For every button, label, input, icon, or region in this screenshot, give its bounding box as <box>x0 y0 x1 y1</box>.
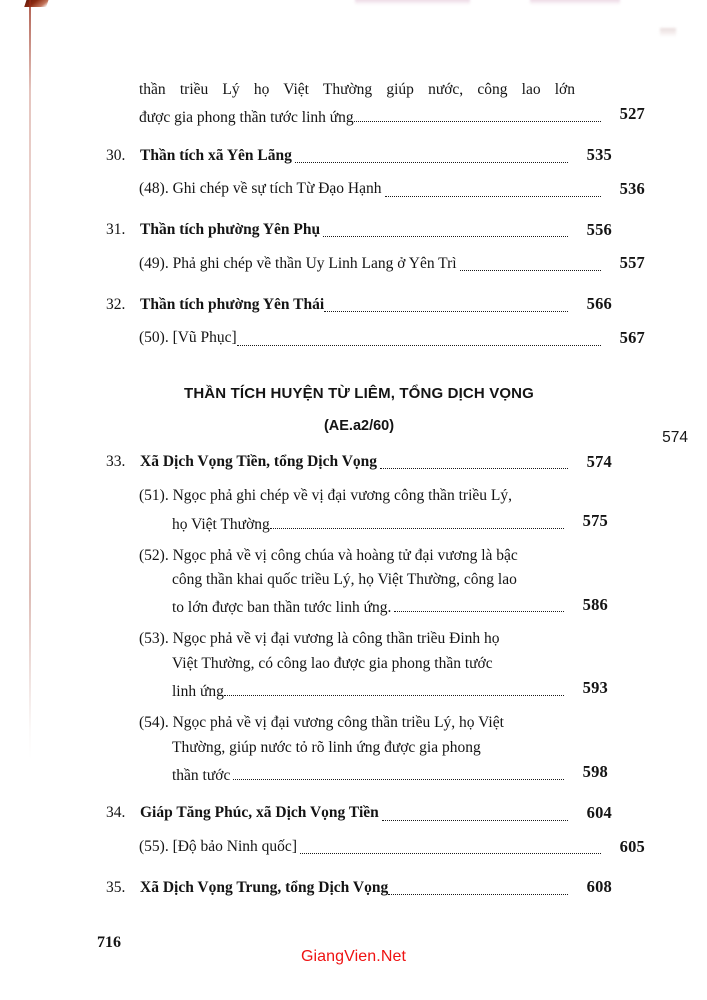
dot-leader <box>354 121 601 122</box>
toc-entry-35[interactable] <box>106 875 612 900</box>
page-folio-number: 716 <box>97 934 121 951</box>
toc-subentry-54[interactable] <box>139 711 608 785</box>
toc-subentry-52-line-2: công thần khai quốc triều Lý, họ Việt Thường, công lao <box>172 571 517 589</box>
toc-subentry-49-page: 557 <box>619 253 645 273</box>
continued-entry-line-2-row <box>139 102 645 127</box>
toc-entry-32[interactable] <box>106 292 612 317</box>
toc-subentry-55-page: 605 <box>619 836 645 856</box>
toc-entry-30[interactable] <box>106 143 612 168</box>
toc-subentry-49-label: (49). Phả ghi chép về thần Uy Linh Lang ở Yên Trì <box>139 254 457 272</box>
toc-entry-31[interactable] <box>106 218 612 243</box>
toc-entry-34-page: 604 <box>586 802 612 822</box>
dot-leader <box>380 468 568 469</box>
toc-entry-34-title: Giáp Tăng Phúc, xã Dịch Vọng Tiền <box>140 804 379 822</box>
dot-leader <box>323 236 568 237</box>
toc-subentry-54-last-line: thần tước <box>172 766 231 784</box>
toc-subentry-52-line-1: (52). Ngọc phả về vị công chúa và hoàng tử đại vương là bậc <box>139 546 518 564</box>
section-page-number: 574 <box>662 428 688 446</box>
toc-subentry-54-page: 598 <box>582 762 608 782</box>
toc-subentry-48-label: (48). Ghi chép về sự tích Từ Đạo Hạnh <box>139 180 382 198</box>
site-watermark: GiangVien.Net <box>300 948 407 965</box>
dot-leader <box>385 196 602 197</box>
toc-subentry-48[interactable] <box>139 177 645 202</box>
toc-subentry-48-page: 536 <box>619 178 645 198</box>
toc-entry-33-title: Xã Dịch Vọng Tiền, tổng Dịch Vọng <box>140 453 378 470</box>
toc-entry-30-number: 30. <box>106 146 126 164</box>
dot-leader <box>224 695 564 696</box>
toc-subentry-51-last-row <box>139 509 608 534</box>
toc-subentry-55[interactable] <box>139 835 645 860</box>
toc-subentry-53[interactable] <box>139 627 608 701</box>
toc-entry-32-number: 32. <box>106 295 126 313</box>
toc-subentry-53-last-row <box>139 676 608 701</box>
section-archive-code: (AE.a2/60) <box>323 417 395 434</box>
toc-entry-34[interactable] <box>106 801 612 826</box>
toc-subentry-50[interactable] <box>139 326 645 351</box>
toc-subentry-50-label: (50). [Vũ Phục] <box>139 329 237 347</box>
toc-entry-33[interactable] <box>106 450 612 475</box>
toc-subentry-54-line-1: (54). Ngọc phả về vị đại vương công thần triều Lý, họ Việt <box>139 714 504 732</box>
toc-subentry-53-line-2: Việt Thường, có công lao được gia phong thần tước <box>172 654 493 672</box>
continued-entry <box>106 78 645 127</box>
toc-entry-32-page: 566 <box>586 294 612 314</box>
toc-subentry-55-label: (55). [Độ bảo Ninh quốc] <box>139 837 297 855</box>
toc-subentry-50-page: 567 <box>619 327 645 347</box>
toc-entry-33-page: 574 <box>586 451 612 471</box>
dot-leader <box>233 779 564 780</box>
toc-subentry-52-last-line: to lớn được ban thần tước linh ứng. <box>172 599 392 617</box>
page-footer <box>0 928 707 1000</box>
section-heading: THẦN TÍCH HUYỆN TỪ LIÊM, TỔNG DỊCH VỌNG <box>184 384 534 402</box>
toc-subentry-54-line-2: Thường, giúp nước tỏ rõ linh ứng được gia phong <box>172 738 481 756</box>
toc-entry-35-page: 608 <box>586 877 612 897</box>
section-code-row <box>106 417 688 446</box>
toc-subentry-53-page: 593 <box>582 678 608 698</box>
toc-entry-31-page: 556 <box>586 219 612 239</box>
toc-subentry-53-line-1: (53). Ngọc phả về vị đại vương là công thần triều Đinh họ <box>139 630 500 648</box>
toc-subentry-49[interactable] <box>139 251 645 276</box>
dot-leader <box>237 345 601 346</box>
toc-subentry-52-last-row <box>139 593 608 618</box>
dot-leader <box>270 528 564 529</box>
dot-leader <box>300 853 601 854</box>
toc-entry-34-number: 34. <box>106 804 126 822</box>
toc-subentry-54-last-row <box>139 760 608 785</box>
dot-leader <box>394 611 564 612</box>
dot-leader <box>388 894 568 895</box>
toc-entry-31-title: Thần tích phường Yên Phụ <box>140 221 321 238</box>
continued-entry-line-2: được gia phong thần tước linh ứng <box>139 109 354 127</box>
toc-subentry-51-last-line: họ Việt Thường <box>172 515 270 533</box>
dot-leader <box>460 270 601 271</box>
toc-entry-30-title: Thần tích xã Yên Lãng <box>140 146 292 164</box>
toc-subentry-53-last-line: linh ứng <box>172 683 224 701</box>
toc-subentry-52-page: 586 <box>582 594 608 614</box>
toc-subentry-52[interactable] <box>139 544 608 618</box>
dot-leader <box>324 311 568 312</box>
toc-entry-35-title: Xã Dịch Vọng Trung, tổng Dịch Vọng <box>140 878 389 896</box>
dot-leader <box>382 820 568 821</box>
continued-entry-page: 527 <box>619 104 645 124</box>
toc-subentry-51-line-1: (51). Ngọc phả ghi chép về vị đại vương công thần triều Lý, <box>139 487 512 505</box>
toc-entry-32-title: Thần tích phường Yên Thái <box>140 295 325 313</box>
toc-entry-35-number: 35. <box>106 878 126 896</box>
toc-entry-33-number: 33. <box>106 453 126 470</box>
toc-subentry-51-page: 575 <box>582 510 608 530</box>
toc-subentry-51[interactable] <box>139 484 608 533</box>
toc-entry-30-page: 535 <box>586 145 612 165</box>
continued-entry-line-1: thần triều Lý họ Việt Thường giúp nước, công lao lớn <box>139 81 575 98</box>
dot-leader <box>295 162 568 163</box>
toc-entry-31-number: 31. <box>106 221 126 238</box>
